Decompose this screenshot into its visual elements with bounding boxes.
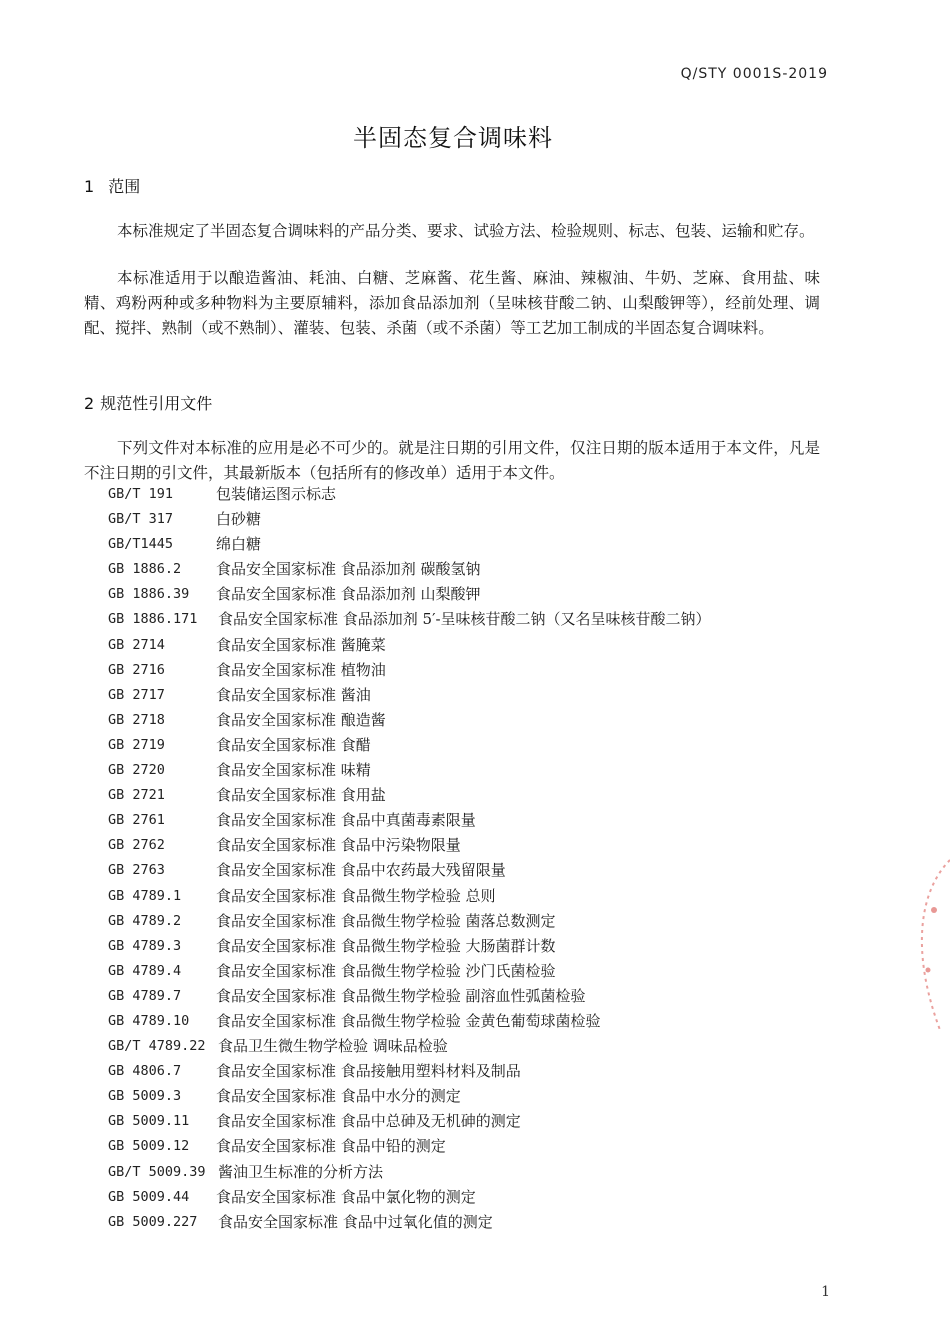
reference-title: 食品安全国家标准 食品中农药最大残留限量 (216, 861, 506, 880)
references-intro: 下列文件对本标准的应用是必不可少的。就是注日期的引用文件，仅注日期的版本适用于本文件，凡是不注日期的引文件，其最新版本（包括所有的修改单）适用于本文件。 (84, 439, 820, 482)
reference-title: 食品安全国家标准 食品接触用塑料材料及制品 (216, 1062, 521, 1081)
reference-title: 食品安全国家标准 食品微生物学检验 金黄色葡萄球菌检验 (216, 1011, 601, 1030)
reference-item (108, 1134, 828, 1159)
reference-item (108, 1009, 828, 1034)
reference-title: 食品卫生微生物学检验 调味品检验 (218, 1037, 448, 1056)
reference-title: 白砂糖 (216, 510, 262, 529)
reference-item (108, 984, 828, 1009)
reference-title: 食品安全国家标准 食品中铅的测定 (216, 1137, 446, 1156)
reference-code: GB 4806.7 (108, 1063, 182, 1080)
reference-code: GB 5009.11 (108, 1113, 190, 1130)
reference-code: GB 4789.1 (108, 887, 182, 904)
section-number: 1 (84, 177, 95, 196)
reference-code: GB 1886.171 (108, 611, 198, 628)
reference-code: GB/T 191 (108, 486, 174, 502)
reference-item (108, 1210, 828, 1235)
reference-title: 食品安全国家标准 食品中氯化物的测定 (216, 1187, 476, 1206)
reference-title: 食品安全国家标准 食品微生物学检验 总则 (216, 886, 496, 905)
reference-title: 食品安全国家标准 食品添加剂 山梨酸钾 (216, 585, 481, 604)
reference-item (108, 1109, 828, 1134)
reference-code: GB 4789.3 (108, 937, 182, 954)
reference-code: GB/T1445 (108, 536, 174, 553)
reference-title: 食品安全国家标准 食用盐 (216, 786, 386, 805)
reference-code: GB/T 5009.39 (108, 1163, 206, 1180)
reference-item (108, 607, 828, 632)
section-title: 规范性引用文件 (100, 394, 213, 413)
seal-arc (922, 860, 950, 1030)
reference-code: GB 2716 (108, 661, 165, 678)
reference-title: 酱油卫生标准的分析方法 (218, 1162, 384, 1181)
reference-item (108, 909, 828, 934)
reference-title: 食品安全国家标准 酿造酱 (216, 710, 386, 729)
reference-item (108, 959, 828, 984)
reference-item (108, 582, 828, 607)
reference-item (108, 708, 828, 733)
reference-item (108, 1084, 828, 1109)
reference-code: GB 2762 (108, 837, 165, 854)
page-number: 1 (821, 1284, 830, 1300)
reference-code: GB 5009.12 (108, 1138, 190, 1155)
reference-code: GB 4789.7 (108, 987, 182, 1004)
reference-title: 食品安全国家标准 食品中真菌毒素限量 (216, 811, 476, 830)
reference-title: 食品安全国家标准 食品中污染物限量 (216, 836, 461, 855)
reference-code: GB/T 317 (108, 511, 174, 528)
reference-item (108, 833, 828, 858)
reference-item (108, 1059, 828, 1084)
section-2-heading (84, 391, 212, 414)
reference-code: GB 5009.44 (108, 1188, 190, 1205)
reference-code: GB 5009.227 (108, 1213, 198, 1230)
reference-code: GB 2761 (108, 812, 165, 829)
section-title: 范围 (108, 177, 141, 196)
reference-title: 食品安全国家标准 食品添加剂 5′-呈味核苷酸二钠（又名呈味核苷酸二钠） (218, 610, 711, 629)
section-1-heading (84, 174, 140, 197)
reference-code: GB 2720 (108, 762, 165, 779)
reference-item (108, 633, 828, 658)
reference-title: 食品安全国家标准 食品微生物学检验 大肠菌群计数 (216, 936, 556, 955)
reference-code: GB 1886.2 (108, 561, 182, 578)
reference-title: 绵白糖 (216, 535, 262, 554)
reference-item (108, 884, 828, 909)
reference-title: 食品安全国家标准 食品中过氧化值的测定 (218, 1212, 493, 1231)
reference-title: 食品安全国家标准 酱腌菜 (216, 635, 386, 654)
reference-item (108, 1034, 828, 1059)
reference-item (108, 1185, 828, 1210)
reference-item (108, 683, 828, 708)
seal-stamp-edge (890, 850, 950, 1050)
reference-title: 食品安全国家标准 食品微生物学检验 沙门氏菌检验 (216, 961, 556, 980)
standard-code: Q/STY 0001S-2019 (680, 66, 828, 82)
reference-title: 食品安全国家标准 植物油 (216, 660, 386, 679)
reference-item (108, 858, 828, 883)
reference-item (108, 783, 828, 808)
reference-title: 食品安全国家标准 食品中水分的测定 (216, 1087, 461, 1106)
reference-title: 食品安全国家标准 食品中总砷及无机砷的测定 (216, 1112, 521, 1131)
reference-code: GB 2763 (108, 862, 165, 879)
scope-paragraph-1: 本标准规定了半固态复合调味料的产品分类、要求、试验方法、检验规则、标志、包装、运输和贮存。 (117, 222, 815, 240)
reference-code: GB 2718 (108, 711, 165, 728)
reference-code: GB/T 4789.22 (108, 1038, 206, 1055)
reference-list (108, 482, 828, 1235)
reference-item (108, 532, 828, 557)
reference-title: 食品安全国家标准 食品添加剂 碳酸氢钠 (216, 560, 481, 579)
scope-paragraph-2: 本标准适用于以酿造酱油、耗油、白糖、芝麻酱、花生酱、麻油、辣椒油、牛奶、芝麻、食用盐、味精、鸡粉两种或多种物料为主要原辅料，添加食品添加剂（呈味核苷酸二钠、山梨酸钾等），经前处理、调配、搅拌、熟制（或不熟制）、灌装、包装、杀菌（或不杀菌）等工艺加工制成的半固态复合调味料。 (84, 269, 820, 337)
seal-mark (931, 907, 937, 913)
document-title: 半固态复合调味料 (353, 124, 553, 152)
reference-title: 食品安全国家标准 味精 (216, 761, 371, 780)
reference-title: 食品安全国家标准 食醋 (216, 735, 371, 754)
reference-item (108, 733, 828, 758)
reference-code: GB 2717 (108, 686, 165, 703)
reference-code: GB 4789.2 (108, 912, 182, 929)
reference-item (108, 1160, 828, 1185)
reference-item (108, 482, 828, 507)
reference-code: GB 2719 (108, 736, 165, 753)
section-number: 2 (84, 394, 95, 413)
reference-title: 食品安全国家标准 食品微生物学检验 副溶血性弧菌检验 (216, 986, 586, 1005)
seal-mark (926, 968, 931, 973)
reference-title: 食品安全国家标准 食品微生物学检验 菌落总数测定 (216, 911, 556, 930)
reference-code: GB 2721 (108, 787, 165, 804)
reference-title: 食品安全国家标准 酱油 (216, 685, 371, 704)
reference-item (108, 557, 828, 582)
reference-item (108, 507, 828, 532)
reference-code: GB 4789.10 (108, 1012, 190, 1029)
reference-code: GB 4789.4 (108, 962, 182, 979)
reference-code: GB 2714 (108, 636, 165, 653)
reference-item (108, 758, 828, 783)
reference-item (108, 934, 828, 959)
reference-code: GB 1886.39 (108, 586, 190, 603)
reference-item (108, 808, 828, 833)
reference-title: 包装储运图示标志 (216, 485, 337, 503)
reference-code: GB 5009.3 (108, 1088, 182, 1105)
reference-item (108, 658, 828, 683)
